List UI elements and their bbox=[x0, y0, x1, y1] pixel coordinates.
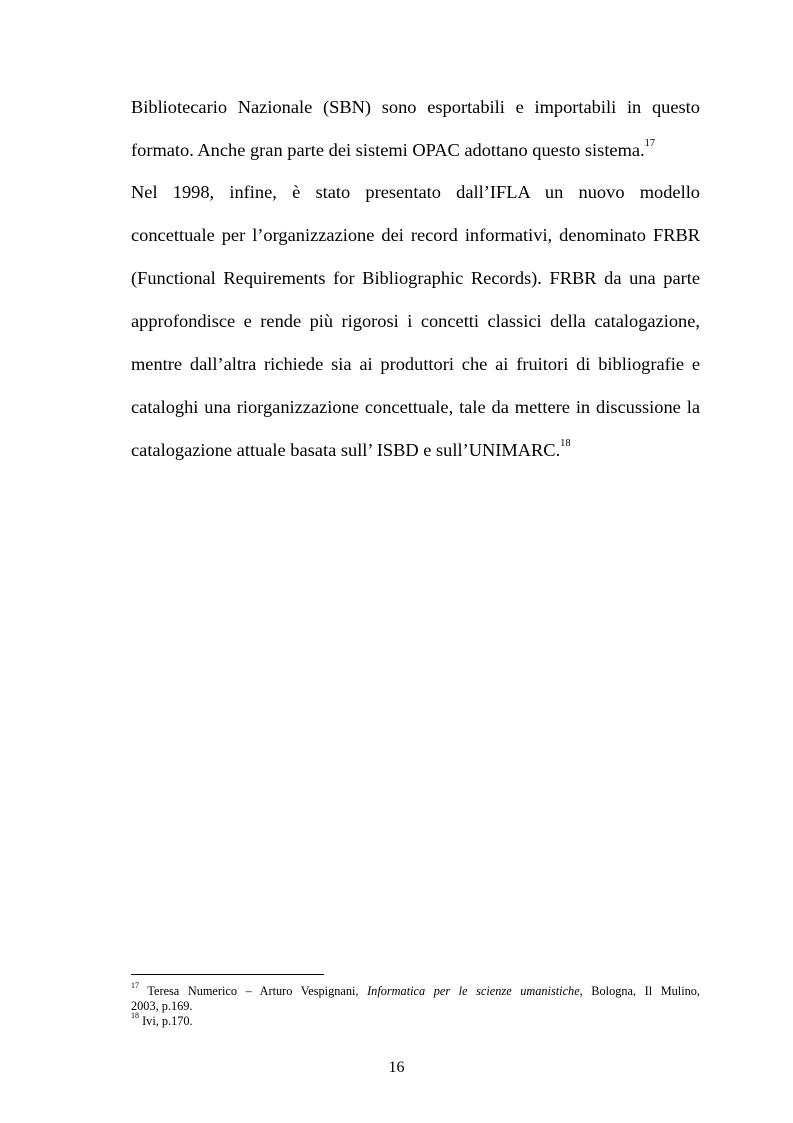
footnote-17 bbox=[131, 980, 701, 999]
footnote-ref-18[interactable]: 18 bbox=[560, 437, 571, 449]
text-span: mentre dall’altra richiede sia ai produttori che ai fruitori di bibliografie e bbox=[131, 354, 700, 374]
body-text-line bbox=[131, 180, 700, 204]
body-text-line bbox=[131, 138, 700, 162]
footnote-publisher: , Bologna, Il Mulino, bbox=[579, 984, 701, 998]
footnote-ref-17[interactable]: 17 bbox=[644, 137, 656, 149]
text-span: formato. Anche gran parte dei sistemi OPAC adottano questo sistema. bbox=[131, 140, 645, 160]
body-text-line bbox=[131, 266, 700, 290]
body-text-line bbox=[131, 95, 700, 119]
text-span: Bibliotecario Nazionale (SBN) sono esportabili e importabili in questo bbox=[131, 97, 700, 117]
footnote-authors: Teresa Numerico – Arturo Vespignani, bbox=[147, 984, 368, 998]
text-span: Nel 1998, infine, è stato presentato dall’IFLA un nuovo modello bbox=[131, 182, 700, 202]
footnote-18 bbox=[131, 1010, 700, 1029]
footnote-text: Ivi, p.170. bbox=[142, 1014, 193, 1028]
body-text-line bbox=[131, 395, 700, 419]
body-text-line bbox=[131, 438, 700, 462]
page-number: 16 bbox=[388, 1059, 405, 1076]
text-span: (Functional Requirements for Bibliographic Records). FRBR da una parte bbox=[131, 268, 700, 288]
body-text-line bbox=[131, 309, 700, 333]
footnote-book-title: Informatica per le scienze umanistiche bbox=[367, 984, 580, 998]
text-span: cataloghi una riorganizzazione concettuale, tale da mettere in discussione la bbox=[131, 397, 700, 417]
footnote-17-continuation bbox=[131, 998, 700, 1014]
footnote-number: 17 bbox=[131, 980, 139, 990]
text-span: concettuale per l’organizzazione dei record informativi, denominato FRBR bbox=[131, 225, 700, 245]
footnote-separator bbox=[131, 974, 324, 975]
text-span: catalogazione attuale basata sull’ ISBD e sull’UNIMARC. bbox=[131, 440, 561, 460]
body-text-line bbox=[131, 352, 700, 376]
footnote-text: 2003, p.169. bbox=[131, 999, 193, 1013]
body-text-line bbox=[131, 223, 700, 247]
footnote-number: 18 bbox=[131, 1010, 139, 1020]
text-span: approfondisce e rende più rigorosi i concetti classici della catalogazione, bbox=[131, 311, 700, 331]
